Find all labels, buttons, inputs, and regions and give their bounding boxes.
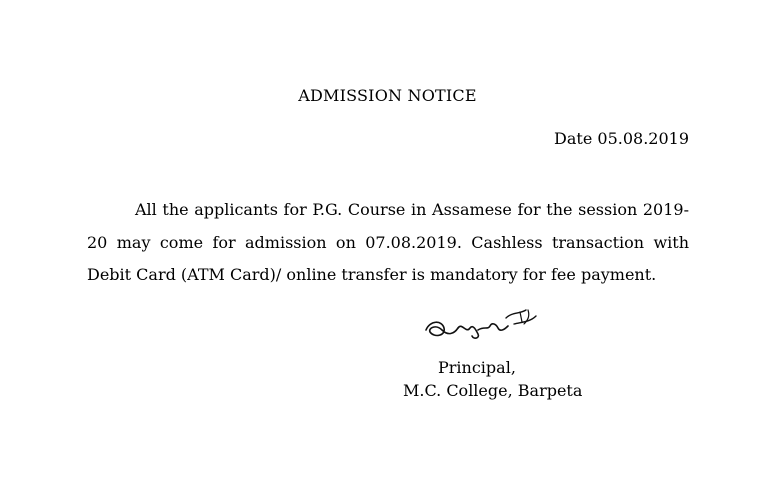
signatory-role: Principal,: [438, 358, 516, 377]
notice-date: Date 05.08.2019: [554, 129, 689, 148]
handwritten-signature: [418, 300, 542, 348]
signatory-organization: M.C. College, Barpeta: [403, 381, 583, 400]
notice-title: ADMISSION NOTICE: [298, 86, 477, 105]
notice-body: All the applicants for P.G. Course in Assamese for the session 2019-20 may come for admission on 07.08.2019. Cashless transaction with Debit Card (ATM Card)/ online transfer is mandatory for fee payment.: [87, 200, 689, 284]
